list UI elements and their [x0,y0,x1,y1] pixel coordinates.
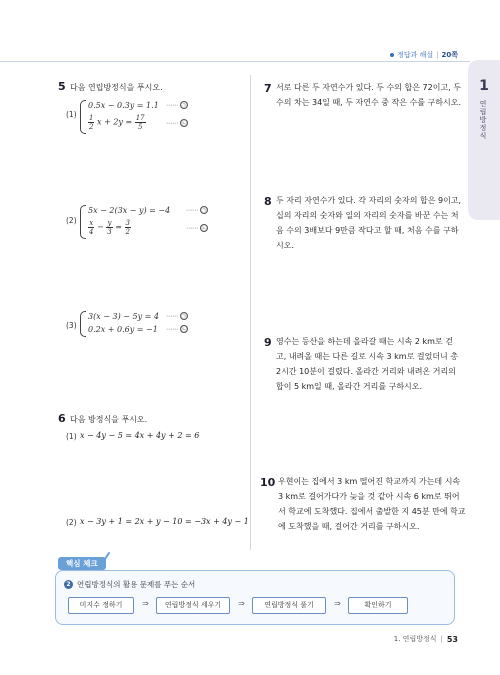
question-6-number: 6 [58,412,66,425]
question-7-text [276,80,466,110]
text-line: 에 도착했을 때, 걸어간 거리를 구하시오. [278,522,420,531]
question-9-text [276,334,466,394]
text-line: 고, 내려올 때는 다른 길로 시속 3 km로 걸었더니 총 [276,352,459,361]
fraction: $\frac{x}{4}$ [89,219,94,236]
chapter-title: 연립방정식 [479,100,487,140]
q5-part3-system [80,311,210,337]
text-line: 수의 차는 34일 때, 두 자연수 중 작은 수를 구하시오. [276,98,461,107]
text-line: 서 학교에 도착했다. 집에서 출발한 지 45분 만에 학교 [278,507,466,516]
question-8-text [276,193,466,253]
q5-part1-label: (1) [66,110,77,119]
question-5-number: 5 [58,80,66,93]
footer-chapter: 1. 연립방정식 [393,635,437,643]
fraction: $\frac{y}{3}$ [107,219,112,236]
q6-part2-eq: x − 3y + 1 = 2x + y − 10 = −3x + 4y − 1 [80,517,249,526]
core-check-heading: 연립방정식의 활용 문제를 푸는 순서 [77,580,196,589]
question-10-number: 10 [260,476,276,489]
q5-part2-label: (2) [66,216,77,225]
system-brace [80,311,86,337]
footer-separator: | [440,635,443,643]
column-divider [250,75,251,550]
q5-part3-eq1: 3(x − 3) − 5y = 4 [88,312,159,321]
item-number-badge: 2 [64,580,73,589]
text-line: 2시간 10분이 걸렸다. 올라간 거리와 내려온 거리의 [276,367,456,376]
core-check-title [64,579,195,590]
text-line: 음 수의 3배보다 9만큼 작다고 할 때, 처음 수를 구하 [276,226,459,235]
header-rule [0,61,470,62]
system-brace [80,205,86,239]
text-line: 합이 5 km일 때, 올라간 거리를 구하시오. [276,382,423,391]
fraction: $\frac{17}{5}$ [135,114,145,131]
chapter-side-tab [468,60,500,220]
text-line: 서로 다른 두 자연수가 있다. 두 수의 합은 72이고, 두 [276,83,461,92]
step-box-4: 확인하기 [348,597,408,614]
eq-marker-2: ⋯⋯ ㉡ [166,326,187,333]
question-6-prompt: 다음 방정식을 푸시오. [70,415,148,424]
text-line: 우현이는 집에서 3 km 떨어진 학교까지 가는데 시속 [278,477,461,486]
question-9-number: 9 [264,336,272,349]
question-10-text [278,474,468,534]
q5-part3-eq2: 0.2x + 0.6y = −1 [88,325,158,334]
q6-part1-eq: x − 4y − 5 = 4x + 4y + 2 = 6 [80,431,200,440]
chapter-number: 1 [479,78,489,94]
eq-marker-1: ⋯⋯ ㉠ [166,102,187,109]
q5-part3-label: (3) [66,321,77,330]
step-box-3: 연립방정식 풀기 [252,597,326,614]
q6-part2-label: (2) [66,518,77,527]
text-line: 영수는 등산을 하는데 올라갈 때는 시속 2 km로 걷 [276,337,453,346]
question-8-number: 8 [264,195,272,208]
system-brace [80,100,86,134]
core-check-badge: 핵심 체크 [58,557,106,570]
eq-marker-2: ⋯⋯ ㉡ [166,120,187,127]
eq-marker-1: ⋯⋯ ㉠ [186,207,207,214]
q5-part1-eq1: 0.5x − 0.3y = 1.1 [88,101,159,110]
q5-part2-system [80,205,220,239]
text-line: 십의 자리의 숫자와 일의 자리의 숫자를 바꾼 수는 처 [276,211,459,220]
arrow-icon: ⇒ [238,599,245,608]
q5-part2-eq2: $\frac{x}{4}$ − $\frac{y}{3}$ = $\frac{3}{2}$ [89,219,130,236]
question-7-number: 7 [264,82,272,95]
header-separator: | [436,51,439,59]
header-label: 정답과 해설 [397,51,434,59]
core-check-box [55,570,455,625]
eq-marker-2: ⋯⋯ ㉡ [186,225,207,232]
page-number: 53 [446,634,458,644]
q5-part2-eq1: 5x − 2(3x − y) = −4 [88,206,171,215]
step-box-2: 연립방정식 세우기 [156,597,230,614]
text-line: 3 km로 걸어가다가 늦을 것 같아 시속 6 km로 뛰어 [278,492,460,501]
q6-part1-label: (1) [66,432,77,441]
checkmark-icon [97,551,111,565]
bullet-icon [390,53,394,57]
header-tag [390,50,458,60]
question-5-prompt: 다음 연립방정식을 푸시오. [70,83,163,92]
text-line: 시오. [276,241,294,250]
arrow-icon: ⇒ [142,599,149,608]
fraction: $\frac{3}{2}$ [125,219,130,236]
fraction: $\frac{1}{2}$ [89,114,94,131]
text-line: 두 자리 자연수가 있다. 각 자리의 숫자의 합은 9이고, [276,196,462,205]
step-box-1: 미지수 정하기 [68,597,134,614]
q5-part1-system [80,100,210,134]
eq-marker-1: ⋯⋯ ㉠ [166,313,187,320]
q5-part1-eq2: $\frac{1}{2}$ x + 2y = $\frac{17}{5}$ [89,114,145,131]
arrow-icon: ⇒ [334,599,341,608]
page-footer [394,634,458,644]
header-page-ref: 20쪽 [441,51,458,59]
